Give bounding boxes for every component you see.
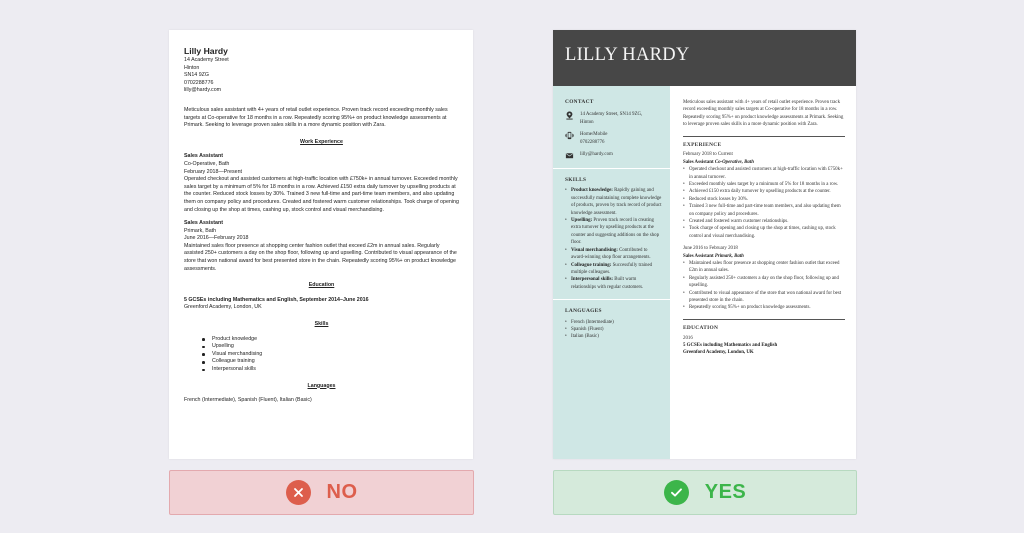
skill-item: Visual merchandising <box>202 351 459 359</box>
postcode-line: SN14 9ZG <box>184 72 210 79</box>
education-title: 5 GCSEs including Mathematics and English, September 2014–June 2016 <box>184 296 369 303</box>
contact-phone <box>565 131 662 146</box>
resume-sidebar <box>553 86 670 459</box>
job-bullet: • Achieved £150 extra daily turnover by upselling products at the counter. <box>683 188 845 195</box>
skill-item: Interpersonal skills <box>202 366 459 374</box>
skill-name: Upselling: <box>571 218 593 224</box>
languages-list <box>565 319 662 341</box>
job-company: Co-Operative, Bath <box>714 159 754 165</box>
contact-heading: CONTACT <box>565 99 594 105</box>
education-year: 2016 <box>683 335 693 341</box>
job-title: Sales Assistant <box>683 253 714 259</box>
resume-header <box>553 30 856 86</box>
skills-heading: Skills <box>314 321 329 328</box>
education-heading: Education <box>308 282 335 289</box>
job-company: Co-Operative, Bath <box>184 160 230 167</box>
job-company: Primark, Bath <box>714 253 744 259</box>
job-dates: June 2016—February 2018 <box>184 235 249 242</box>
sidebar-divider <box>553 299 670 300</box>
resume-name: Lilly Hardy <box>184 46 228 56</box>
education-school: Greenford Academy, London, UK <box>184 304 262 311</box>
language-item: • Spanish (Fluent) <box>565 326 662 333</box>
skill-item <box>565 247 662 262</box>
skill-text: Built warm relationships with regular customers. <box>571 277 644 290</box>
experience-heading: EXPERIENCE <box>683 141 722 148</box>
job-role <box>683 253 845 260</box>
work-experience-heading: Work Experience <box>300 138 343 145</box>
job-bullet: • Took charge of opening and closing up the shop at times, cashing up, stock control and visual merchandising. <box>683 225 845 240</box>
language-item: • Italian (Basic) <box>565 333 662 340</box>
skill-item <box>565 217 662 247</box>
skill-text: Contributed to award-winning shop floor arrangements. <box>571 247 651 261</box>
job-bullet: • Exceeded monthly sales target by a minimum of 5% for 18 months in a row. <box>683 181 845 188</box>
contact-email <box>565 151 662 160</box>
languages-heading: Languages <box>307 382 336 389</box>
job-company: Primark, Bath <box>184 227 217 234</box>
education-entry <box>683 335 845 357</box>
languages-heading: LANGUAGES <box>565 308 602 315</box>
verdict-yes-label: YES <box>704 481 747 503</box>
city-line: Hinton <box>580 119 594 125</box>
job-entry <box>184 153 459 214</box>
job-title: Sales Assistant <box>184 220 223 227</box>
job-bullet: • Trained 3 new full-time and part-time team members, and also updating them on company policy and procedures. <box>683 203 845 218</box>
mobile-phone-icon <box>565 131 574 140</box>
skill-item <box>565 262 662 277</box>
job-title: Sales Assistant <box>184 153 223 160</box>
plain-resume <box>169 30 473 459</box>
verdict-no-banner <box>169 470 474 515</box>
location-pin-icon <box>565 111 574 120</box>
resume-main <box>670 86 856 459</box>
skill-item: Colleague training <box>202 358 459 366</box>
skill-item: Upselling <box>202 343 459 351</box>
check-circle-icon <box>664 480 689 505</box>
section-divider <box>683 319 845 320</box>
sidebar-divider <box>553 168 670 169</box>
skill-text: Successfully trained multiple colleagues. <box>571 262 653 275</box>
address-line: 14 Academy Street, SN14 9ZG, <box>580 112 643 118</box>
address-line: 14 Academy Street <box>184 57 229 63</box>
email-line: lilly@hardy.com <box>184 87 222 94</box>
section-divider <box>683 136 845 137</box>
skill-name: Colleague training: <box>571 262 612 268</box>
skill-name: Product knowledge: <box>571 188 613 194</box>
summary: Meticulous sales assistant with 4+ years of retail outlet experience. Proven track record exceeding monthly sales targets at Co-operative for 18 months in a row. Repeatedly scoring 95%+ on product knowledge assessments at Primark. Seeking to leverage proven sales skills in a more dynamic position with Zara. <box>184 106 448 129</box>
verdict-no-label: NO <box>326 481 358 503</box>
skills-list <box>184 336 459 374</box>
job-dates: June 2016 to February 2018 <box>683 246 738 252</box>
skill-text: Rapidly gaining and successfully maintaining complete knowledge of products, proven by track record of product knowledge assessment. <box>571 188 662 216</box>
email-line: lilly@hardy.com <box>580 152 613 158</box>
job-description: Operated checkout and assisted customers at high-traffic location with £750k+ in annual turnover. Exceeded monthly sales target by a minimum of 5% for 18 months in a row. Achieved £150 extra daily turnover by upselling products at the counter. Reduced stock losses by 30%. Trained 3 new full-time and part-time team members, and also updating them on company policy and procedures. Created and fostered warm customer relationships. Took charge of opening and closing up the shop at times, cashing up, stock control and visual merchandising. <box>184 176 459 213</box>
languages-text: French (Intermediate), Spanish (Fluent), Italian (Basic) <box>184 397 312 404</box>
job-bullet: • Created and fostered warm customer relationships. <box>683 218 845 225</box>
job-bullet: • Operated checkout and assisted customers at high-traffic location with £750k+ in annual turnover. <box>683 166 845 181</box>
summary: Meticulous sales assistant with 4+ years of retail outlet experience. Proven track record exceeding monthly sales targets at Co-operative for 18 months in a row. Repeatedly scoring 95%+ on product knowledge assessments at Primark. Seeking to leverage proven sales skills in a more dynamic position with Zara. <box>683 100 844 128</box>
language-item: • French (Intermediate) <box>565 319 662 326</box>
job-bullets <box>683 166 845 240</box>
education-heading: EDUCATION <box>683 325 719 332</box>
skills-heading: SKILLS <box>565 177 587 184</box>
phone-number: 0702288776 <box>580 139 605 145</box>
resume-name: LILLY HARDY <box>565 45 690 65</box>
x-circle-icon <box>286 480 311 505</box>
verdict-yes-banner <box>553 470 857 515</box>
job-role <box>683 159 845 166</box>
contact-block <box>184 57 459 95</box>
skill-name: Interpersonal skills: <box>571 277 613 283</box>
job-bullet: • Contributed to visual appearance of the store that won national award for best presented store in the chain. <box>683 290 845 305</box>
education-school: Greenford Academy, London, UK <box>683 350 754 356</box>
envelope-icon <box>565 151 574 160</box>
job-title: Sales Assistant <box>683 159 714 165</box>
skill-item: Product knowledge <box>202 336 459 344</box>
job-dates: February 2018—Present <box>184 168 243 175</box>
job-bullet: • Repeatedly scoring 95%+ on product knowledge assessments. <box>683 304 845 311</box>
skill-text: Proven track record in creating extra turnover by upselling products at the counter and suggesting additions on the shop floor. <box>571 218 660 246</box>
skill-item <box>565 187 662 217</box>
education-title: 5 GCSEs including Mathematics and English <box>683 342 778 348</box>
job-bullet: • Regularly assisted 250+ customers a day on the shop floor, following up and upselling. <box>683 275 845 290</box>
city-line: Hinton <box>184 64 200 71</box>
job-bullet: • Reduced stock losses by 30%. <box>683 196 845 203</box>
job-dates: February 2018 to Current <box>683 152 733 158</box>
job-bullet: • Maintained sales floor presence at shopping center fashion outlet that exceed £2m in annual sales. <box>683 260 845 275</box>
phone-label: Home/Mobile <box>580 132 608 138</box>
job-bullets <box>683 260 845 312</box>
skill-item <box>565 276 662 291</box>
phone-line: 0702288776 <box>184 79 214 86</box>
job-entry <box>184 220 459 273</box>
job-description: Maintained sales floor presence at shopping center fashion outlet that exceed £2m in annual sales. Regularly assisted 250+ customers a day on the shop floor, following up and upselling. Contributed to visual appearance of the store that won national award for best presented store in the chain. Repeatedly scoring 95%+ on product knowledge assessments. <box>184 242 457 272</box>
contact-address <box>565 111 662 126</box>
designed-resume <box>553 30 856 459</box>
skills-list <box>565 187 662 291</box>
skill-name: Visual merchandising: <box>571 247 618 253</box>
